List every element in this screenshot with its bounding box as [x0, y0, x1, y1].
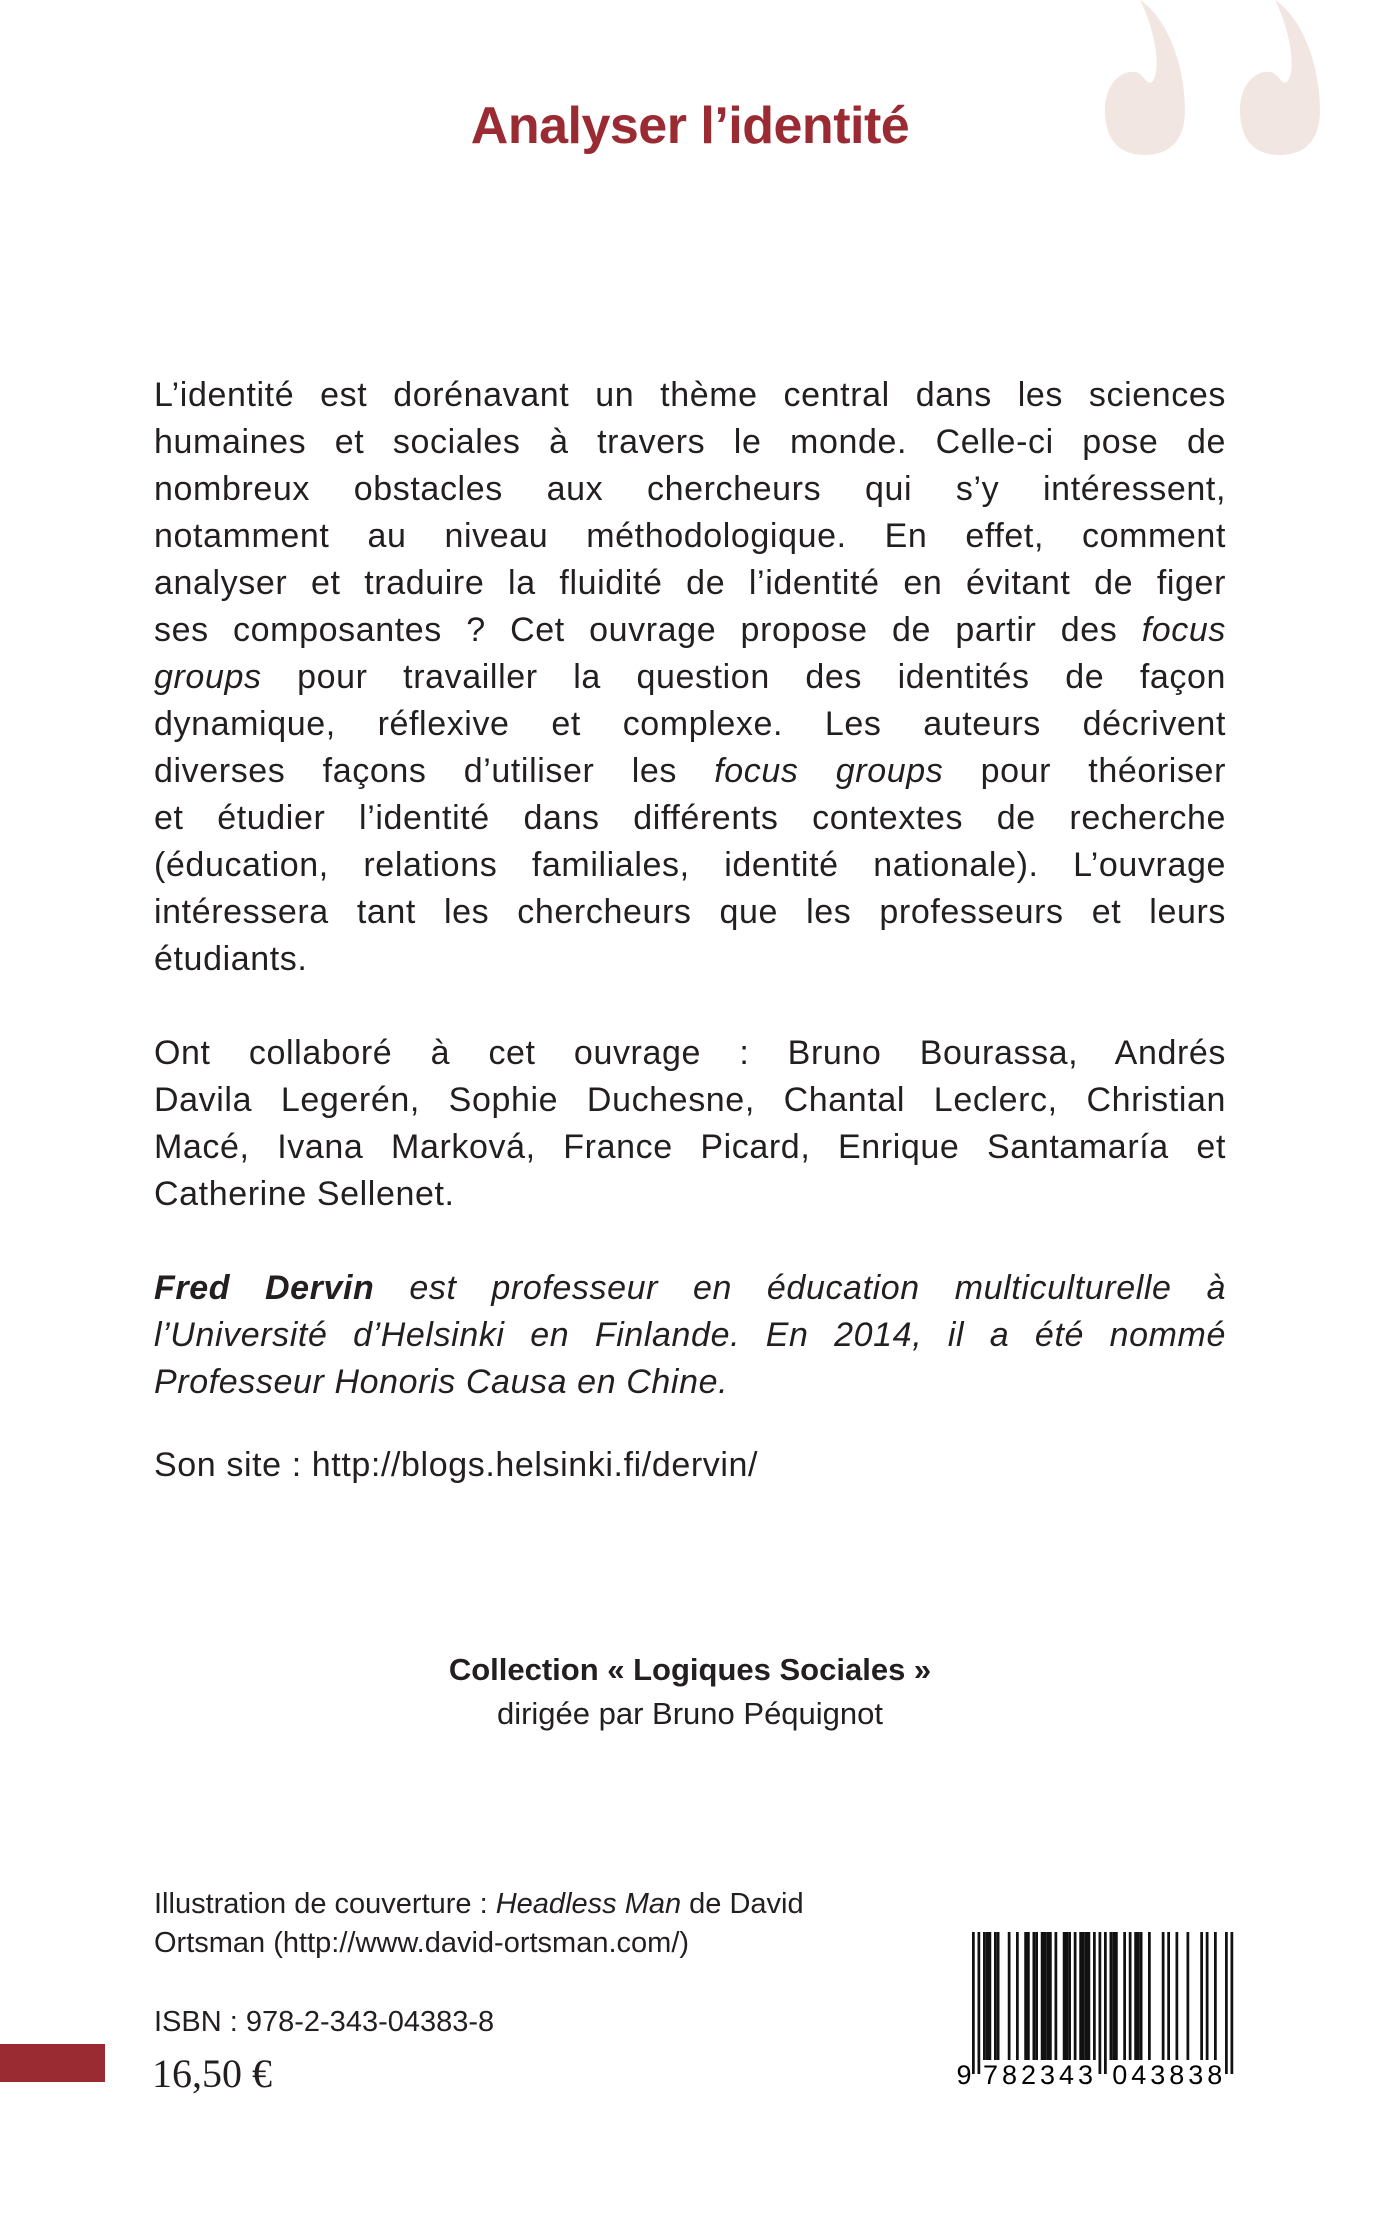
text-segment: étudiants. — [154, 940, 308, 978]
text-line — [154, 748, 1226, 795]
text-line — [154, 560, 1226, 607]
text-segment: groups — [154, 658, 262, 696]
barcode-bar — [1137, 1932, 1140, 2060]
collection-director: dirigée par Bruno Péquignot — [496, 1696, 884, 1731]
text-segment: Son site : http://blogs.helsinki.fi/dervin/ — [154, 1446, 759, 1484]
barcode-bar — [1115, 1932, 1118, 2060]
text-segment: L’identité est dorénavant un thème central dans les sciences — [154, 376, 1226, 414]
barcode-bar — [986, 1932, 989, 2060]
accent-bar — [0, 2044, 105, 2082]
text-line — [154, 607, 1226, 654]
barcode — [950, 1928, 1235, 2093]
barcode-bar — [1016, 1932, 1019, 2060]
barcode-bar — [1027, 1932, 1030, 2060]
barcode-bar — [1231, 1932, 1234, 2074]
text-line — [154, 701, 1226, 748]
text-line — [154, 1030, 1226, 1077]
illustration-prefix: Illustration de couverture : — [154, 1888, 496, 1920]
text-segment: analyser et traduire la fluidité de l’identité en évitant de figer — [154, 564, 1226, 602]
barcode-bar — [1041, 1932, 1044, 2060]
illustration-work: Headless Man — [495, 1888, 682, 1920]
text-line — [154, 1171, 1226, 1218]
text-segment: pour travailler la question des identités de façon — [261, 658, 1226, 696]
barcode-bar — [1162, 1932, 1165, 2060]
barcode-bar — [1110, 1932, 1113, 2060]
text-segment: et étudier l’identité dans différents contextes de recherche — [154, 799, 1226, 837]
collection-info — [0, 1648, 1380, 1736]
barcode-digits: 043838 — [1112, 2060, 1223, 2090]
text-segment: notamment au niveau méthodologique. En effet, comment — [154, 517, 1226, 555]
collection-name: Collection « Logiques Sociales » — [448, 1652, 932, 1687]
barcode-bar — [1104, 1932, 1107, 2074]
text-segment: pour théoriser — [943, 752, 1226, 790]
barcode-bar — [1099, 1932, 1102, 2074]
text-segment: l’Université d’Helsinki en Finlande. En 2014, il a été nommé — [154, 1316, 1226, 1354]
barcode-bar — [1176, 1932, 1179, 2060]
barcode-bar — [1225, 1932, 1228, 2074]
text-segment: dynamique, réflexive et complexe. Les auteurs décrivent — [154, 705, 1226, 743]
barcode-bar — [1049, 1932, 1052, 2060]
barcode-bar — [1093, 1932, 1096, 2060]
barcode-digits: 782343 — [983, 2060, 1093, 2090]
barcode-bar — [978, 1932, 981, 2074]
barcode-bar — [1148, 1932, 1151, 2060]
text-segment: Davila Legerén, Sophie Duchesne, Chantal Leclerc, Christian — [154, 1081, 1226, 1119]
barcode-bar — [1085, 1932, 1088, 2060]
barcode-bar — [1206, 1932, 1209, 2060]
barcode-bar — [1088, 1932, 1091, 2060]
text-segment: Ont collaboré à cet ouvrage : Bruno Bourassa, Andrés — [154, 1034, 1226, 1072]
barcode-bar — [1129, 1932, 1132, 2060]
text-line — [154, 1359, 1226, 1406]
text-segment: Macé, Ivana Marková, France Picard, Enrique Santamaría et — [154, 1128, 1226, 1166]
isbn: ISBN : 978-2-343-04383-8 — [154, 2006, 495, 2038]
barcode-bar — [1200, 1932, 1203, 2060]
barcode-bar — [997, 1932, 1000, 2060]
text-segment: focus groups — [714, 752, 944, 790]
barcode-bar — [1079, 1932, 1082, 2060]
text-segment: Fred Dervin — [154, 1269, 375, 1307]
barcode-bar — [1134, 1932, 1137, 2060]
text-segment: intéressera tant les chercheurs que les professeurs et leurs — [154, 893, 1226, 931]
barcode-bar — [1066, 1932, 1069, 2060]
text-line — [154, 1312, 1226, 1359]
illustration-credit — [154, 1885, 804, 1963]
text-line — [154, 1124, 1226, 1171]
barcode-bar — [1046, 1932, 1049, 2060]
barcode-bar — [1068, 1932, 1071, 2060]
text-line — [154, 936, 1226, 983]
text-segment: nombreux obstacles aux chercheurs qui s’y intéressent, — [154, 470, 1226, 508]
text-line — [154, 372, 1226, 419]
barcode-digits: 9 — [956, 2060, 972, 2090]
text-line — [154, 795, 1226, 842]
text-line — [154, 466, 1226, 513]
text-segment: Professeur Honoris Causa en Chine. — [154, 1363, 729, 1401]
book-title: Analyser l’identité — [470, 97, 910, 155]
illustration-suffix: de David — [681, 1888, 804, 1920]
text-line — [154, 889, 1226, 936]
barcode-bar — [1167, 1932, 1170, 2060]
barcode-bar — [989, 1932, 992, 2060]
barcode-bar — [972, 1932, 975, 2074]
barcode-bar — [994, 1932, 997, 2060]
barcode-bar — [1112, 1932, 1115, 2060]
barcode-bar — [1024, 1932, 1027, 2060]
text-line — [154, 513, 1226, 560]
text-segment: focus — [1141, 611, 1226, 649]
barcode-bar — [1123, 1932, 1126, 2060]
text-segment: est professeur en éducation multiculturelle à — [374, 1269, 1226, 1307]
text-line — [154, 1265, 1226, 1312]
barcode-bar — [1214, 1932, 1217, 2060]
text-segment: humaines et sociales à travers le monde. Celle-ci pose de — [154, 423, 1226, 461]
text-segment: ses composantes ? Cet ouvrage propose de partir des — [154, 611, 1142, 649]
barcode-bar — [1187, 1932, 1190, 2060]
author-bio — [154, 1265, 1226, 1406]
barcode-bar — [1033, 1932, 1036, 2060]
text-line — [154, 419, 1226, 466]
barcode-bar — [1044, 1932, 1047, 2060]
text-line — [154, 654, 1226, 701]
author-site — [154, 1442, 1226, 1489]
description — [154, 372, 1226, 983]
text-line — [154, 842, 1226, 889]
contributors — [154, 1030, 1226, 1218]
text-segment: (éducation, relations familiales, identité nationale). L’ouvrage — [154, 846, 1226, 884]
barcode-bar — [1074, 1932, 1077, 2060]
barcode-bar — [1035, 1932, 1038, 2060]
barcode-bar — [983, 1932, 986, 2060]
barcode-bar — [1063, 1932, 1066, 2060]
barcode-bar — [1055, 1932, 1058, 2060]
illustration-line2: Ortsman (http://www.david-ortsman.com/) — [154, 1927, 690, 1959]
text-line — [154, 1077, 1226, 1124]
barcode-bar — [1008, 1932, 1011, 2060]
text-segment: diverses façons d’utiliser les — [154, 752, 715, 790]
barcode-bar — [1082, 1932, 1085, 2060]
price: 16,50 € — [152, 2051, 272, 2096]
barcode-bar — [1140, 1932, 1143, 2060]
text-line — [154, 1442, 1226, 1489]
text-segment: Catherine Sellenet. — [154, 1175, 455, 1213]
